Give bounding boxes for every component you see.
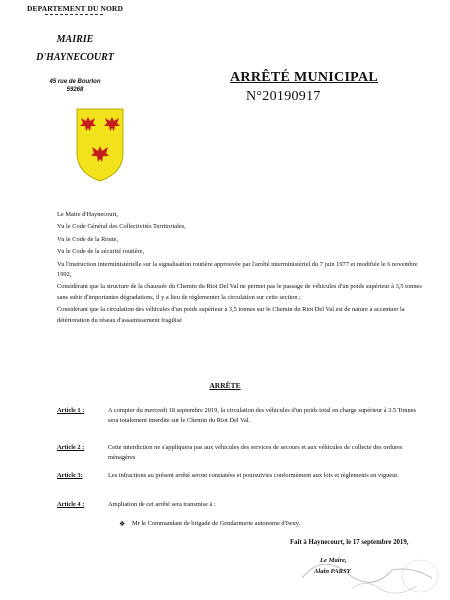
commune-label: D'HAYNECOURT [36,52,114,63]
preamble-line: Considérant que la structure de la chaussée du Chemin du Riot Del Val ne permet pas le passage de véhicules d'un poids supérieur à 3,5 tonnes sans subir d'importantes dégradations, il y a lieu de réglementer la circulation sur cette section ; [57,283,422,301]
article-text: Les infractions au présent arrêté seront constatées et poursuivies conformément aux lois et règlements en vigueur. [108,472,399,479]
divider [45,14,103,15]
article-text: Cette interdiction ne s'appliquera pas aux véhicules des services de secours et aux véhicules de collecte des ordures ménagères [108,444,403,462]
article-label: Article 4 : [57,501,85,508]
preamble-line: Vu l'instruction interministérielle sur la signalisation routière approuvée par l'arrêté interministériel du 7 juin 1977 et modifiée le 6 novembre 1992, [57,260,418,279]
article-label: Article 2 : [57,444,85,451]
preamble-line: Vu le Code Général des Collectivités Territoriales, [57,223,186,231]
preamble [57,210,422,326]
decision-heading: ARRÊTE [209,381,241,390]
address-street: 45 rue de Bourlon [49,79,101,85]
article-text: Ampliation de cet arrêté sera transmise à : [108,501,216,508]
mairie-label: MAIRIE [56,34,94,45]
bullet-icon: ❖ [119,520,126,528]
department-label: DEPARTEMENT DU NORD [27,4,123,13]
preamble-line: Le Maire d'Haynecourt, [57,211,118,218]
document-title: ARRÊTÉ MUNICIPAL [230,70,379,85]
signoff-line: Fait à Haynecourt, le 17 septembre 2019, [290,539,409,546]
document-number: N°20190917 [246,89,321,104]
coat-of-arms-icon [75,107,125,183]
preamble-line: Considérant que la circulation des véhicules d'un poids supérieur à 3,5 tonnes sur le Chemin du Riot Del Val est de nature à accentuer la détérioration du réseau d'assainissement fragilisé [57,306,405,324]
article-label: Article 1 : [57,407,85,414]
signature-title: Le Maire, [320,557,347,564]
preamble-line: Vu le Code de la sécurité routière, [57,248,145,256]
article-label: Article 3: [57,472,83,479]
preamble-line: Vu le Code de la Route, [57,235,119,243]
address-postcode: 59268 [66,87,84,93]
recipient-line: Mr le Commandant de brigade de Gendarmerie autonome d'Iwuy. [132,520,301,527]
signature-name: Alain PARSY [314,568,351,575]
article-text: A compter du mercredi 18 septembre 2019, la circulation des véhicules d'un poids total en charge supérieur à 3.5 Tonnes sera totalement interdite sur le Chemin du Riot Del Val. [108,407,417,425]
